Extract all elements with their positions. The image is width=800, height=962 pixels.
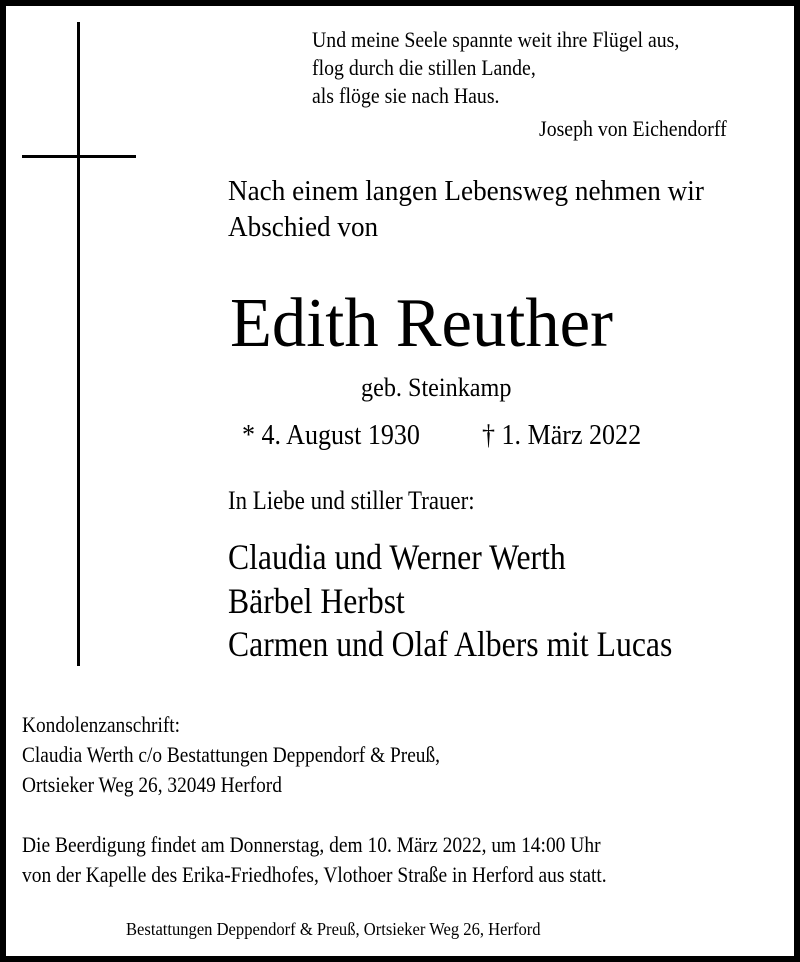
funeral-line: Die Beerdigung findet am Donnerstag, dem 10. März 2022, um 14:00 Uhr xyxy=(22,832,601,857)
poem-author: Joseph von Eichendorff xyxy=(539,116,727,141)
funeral-home-footer: Bestattungen Deppendorf & Preuß, Ortsieker Weg 26, Herford xyxy=(126,919,541,939)
condolence-line: Ortsieker Weg 26, 32049 Herford xyxy=(22,772,282,797)
condolence-label: Kondolenzanschrift: xyxy=(22,712,181,737)
mourner-name: Carmen und Olaf Albers mit Lucas xyxy=(228,624,673,664)
intro-line: Nach einem langen Lebensweg nehmen wir xyxy=(228,176,704,207)
intro-line: Abschied von xyxy=(228,212,379,243)
cross-icon-vertical xyxy=(77,22,80,666)
mourner-name: Bärbel Herbst xyxy=(228,581,405,621)
mourners-heading: In Liebe und stiller Trauer: xyxy=(228,486,475,515)
maiden-name: geb. Steinkamp xyxy=(361,373,512,402)
mourner-name: Claudia und Werner Werth xyxy=(228,537,566,577)
poem-line: als flöge sie nach Haus. xyxy=(312,83,500,108)
deceased-name: Edith Reuther xyxy=(230,285,613,362)
death-date: † 1. März 2022 xyxy=(482,420,642,451)
poem-line: flog durch die stillen Lande, xyxy=(312,55,536,80)
funeral-line: von der Kapelle des Erika-Friedhofes, Vlothoer Straße in Herford aus statt. xyxy=(22,862,607,887)
cross-icon-horizontal xyxy=(22,155,136,158)
birth-date: * 4. August 1930 xyxy=(242,420,420,451)
poem-line: Und meine Seele spannte weit ihre Flügel aus, xyxy=(312,27,680,52)
condolence-line: Claudia Werth c/o Bestattungen Deppendorf & Preuß, xyxy=(22,742,440,767)
obituary-notice xyxy=(6,6,794,956)
